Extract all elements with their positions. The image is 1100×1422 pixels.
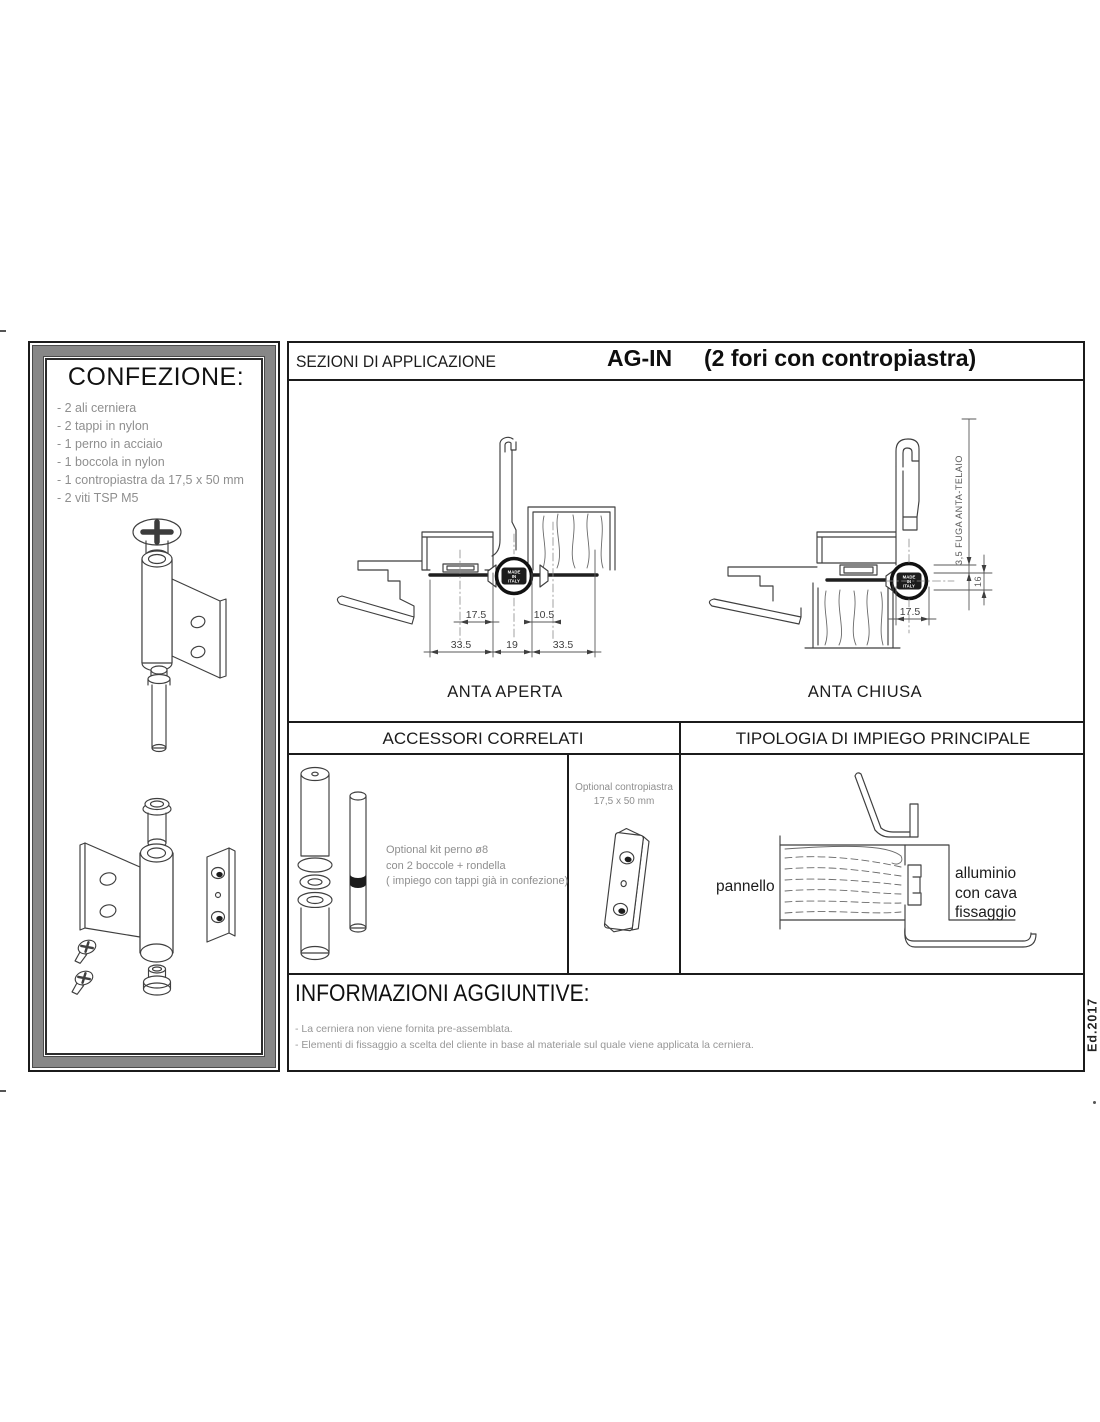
anta-aperta-label: ANTA APERTA bbox=[447, 683, 563, 701]
frame-profile bbox=[337, 561, 422, 624]
edition-code: Ed.2017 bbox=[1085, 997, 1100, 1053]
alu-label-line: con cava bbox=[955, 884, 1018, 902]
wood-panel bbox=[805, 583, 900, 648]
section-title: SEZIONI DI APPLICAZIONE bbox=[296, 352, 496, 371]
info-bullet-1: - La cerniera non viene fornita pre-assemblata. bbox=[295, 1023, 513, 1035]
alu-label-line: fissaggio bbox=[955, 904, 1017, 921]
svg-text:ITALY: ITALY bbox=[508, 578, 520, 584]
svg-text:IN: IN bbox=[511, 574, 517, 579]
accessori-note-line: ( impiego con tappi già in confezione) bbox=[386, 875, 569, 887]
frame-profile bbox=[709, 567, 817, 624]
crop-mark-bottom-left bbox=[0, 1090, 6, 1092]
divider-accessori-tipologia bbox=[679, 721, 681, 975]
product-note: (2 fori con contropiastra) bbox=[704, 345, 977, 371]
info-title: INFORMAZIONI AGGIUNTIVE: bbox=[295, 980, 590, 1007]
tipologia-title: TIPOLOGIA DI IMPIEGO PRINCIPALE bbox=[735, 729, 1031, 748]
panel-wood bbox=[780, 836, 905, 929]
door-profile bbox=[422, 437, 516, 570]
accessori-note-line: Optional kit perno ø8 bbox=[386, 844, 489, 856]
anta-chiusa-drawing bbox=[700, 405, 1030, 705]
svg-text:17.5: 17.5 bbox=[465, 609, 487, 621]
pin-with-bushings bbox=[298, 768, 332, 960]
counterplate bbox=[207, 848, 235, 942]
fuga-dimension bbox=[934, 419, 992, 610]
steel-pin bbox=[148, 666, 170, 752]
svg-text:IN: IN bbox=[906, 579, 912, 584]
svg-text:19: 19 bbox=[506, 639, 518, 651]
optional-plate-caption-line1: Optional contropiastra bbox=[575, 782, 673, 793]
wood-panel bbox=[528, 507, 615, 570]
svg-text:ITALY: ITALY bbox=[903, 583, 915, 589]
header-underline bbox=[287, 379, 1085, 381]
band-bottom-line bbox=[287, 753, 1085, 755]
optional-counterplate-illustration bbox=[604, 826, 650, 936]
nylon-bushing bbox=[143, 799, 171, 848]
confezione-item: - 2 ali cerniera bbox=[57, 401, 137, 415]
optional-pin-kit-illustration bbox=[296, 768, 376, 964]
svg-text:MADE: MADE bbox=[507, 569, 521, 575]
screw-2 bbox=[67, 969, 97, 996]
confezione-item: - 1 contropiastra da 17,5 x 50 mm bbox=[57, 473, 244, 487]
svg-text:33.5: 33.5 bbox=[450, 639, 472, 651]
confezione-item-list bbox=[57, 399, 267, 507]
nylon-cap-bottom bbox=[144, 965, 171, 995]
dimensions bbox=[424, 609, 601, 654]
svg-text:17.5: 17.5 bbox=[899, 606, 921, 618]
accessori-note-line: con 2 boccole + rondella bbox=[386, 859, 506, 872]
svg-text:MADE: MADE bbox=[902, 574, 916, 580]
optional-plate-caption-line2: 17,5 x 50 mm bbox=[593, 796, 655, 807]
content-bottom-line bbox=[287, 973, 1085, 975]
door-profile bbox=[817, 439, 919, 565]
confezione-item: - 1 boccola in nylon bbox=[57, 455, 165, 469]
svg-text:33.5: 33.5 bbox=[552, 639, 574, 651]
exploded-hinge-illustration bbox=[60, 505, 240, 1005]
svg-text:16: 16 bbox=[973, 575, 983, 588]
crop-mark-bottom-right bbox=[1093, 1101, 1096, 1104]
screw-1 bbox=[70, 938, 100, 965]
svg-text:3,5 FUGA ANTA-TELAIO: 3,5 FUGA ANTA-TELAIO bbox=[954, 455, 964, 565]
confezione-item: - 1 perno in acciaio bbox=[57, 437, 163, 451]
plain-pin bbox=[350, 792, 366, 932]
accessori-note bbox=[386, 843, 568, 890]
svg-text:10.5: 10.5 bbox=[533, 609, 555, 621]
info-bullet-2: - Elementi di fissaggio a scelta del cliente in base al materiale sul quale viene applicata la cerniera. bbox=[295, 1039, 754, 1051]
product-code: AG-IN bbox=[607, 345, 673, 371]
upper-hinge-wing bbox=[142, 551, 226, 678]
tipologia-drawing bbox=[705, 770, 1075, 970]
alu-label bbox=[955, 864, 1017, 923]
panel-label: pannello bbox=[716, 878, 775, 895]
anta-chiusa-label: ANTA CHIUSA bbox=[807, 683, 923, 701]
crop-mark-top-left bbox=[0, 330, 6, 332]
anta-aperta-drawing bbox=[330, 400, 680, 700]
band-top-line bbox=[287, 721, 1085, 723]
alu-label-line: alluminio bbox=[955, 865, 1017, 882]
optional-plate-caption bbox=[570, 781, 678, 809]
confezione-item: - 2 viti TSP M5 bbox=[57, 491, 139, 505]
accessori-title: ACCESSORI CORRELATI bbox=[382, 729, 584, 748]
confezione-title: CONFEZIONE: bbox=[67, 363, 245, 391]
confezione-item: - 2 tappi in nylon bbox=[57, 419, 149, 433]
